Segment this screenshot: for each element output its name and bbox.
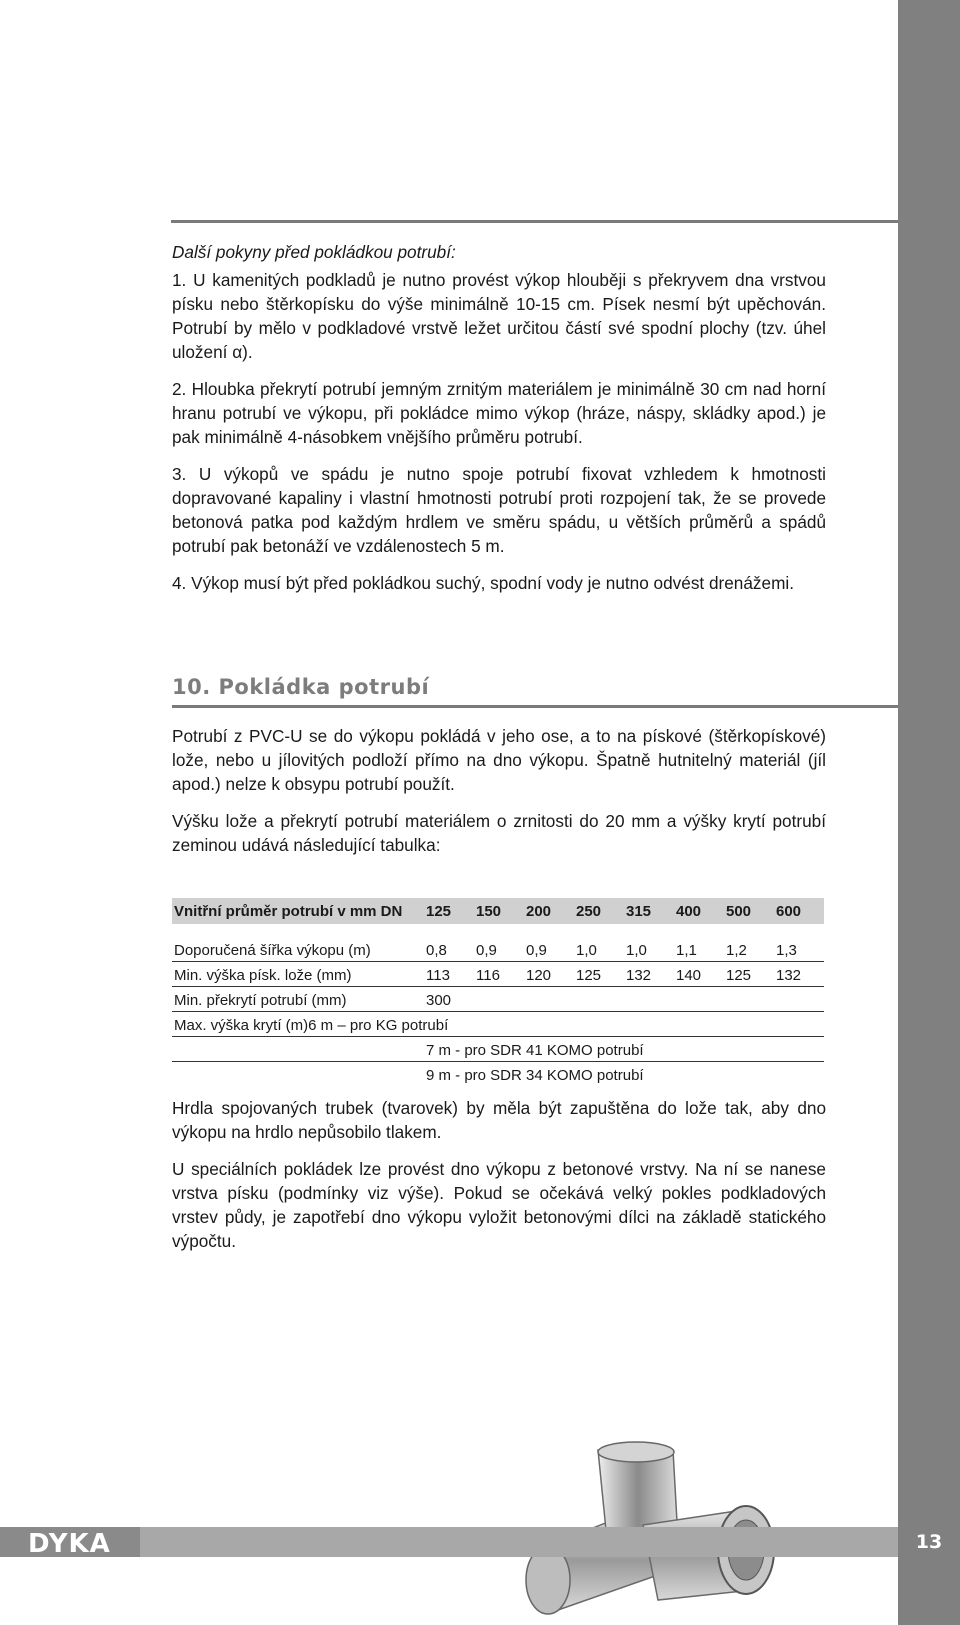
list-item-number: 2.: [172, 379, 187, 399]
table-row: [172, 961, 824, 986]
list-item: [172, 571, 826, 595]
table-header-cell: 250: [574, 898, 624, 924]
paragraph: U speciálních pokládek lze provést dno výkopu z betonové vrstvy. Na ní se nanese vrstva písku (podmínky viz výše). Pokud se očekává velký pokles podkladových vrstev půdy, je zapotřebí dno výkopu vyložit betonovými dílci na základě statického výpočtu.: [172, 1159, 826, 1251]
table-cell: 120: [524, 961, 574, 986]
table-cell: 1,0: [574, 936, 624, 961]
table-cell: [474, 986, 824, 1011]
table-cell: 132: [624, 961, 674, 986]
instruction-list: [172, 268, 826, 595]
table-cell: 1,2: [724, 936, 774, 961]
table-cell: Min. výška písk. lože (mm): [172, 961, 424, 986]
list-item-number: 1.: [172, 270, 187, 290]
table-cell: 0,8: [424, 936, 474, 961]
table-header-cell: 500: [724, 898, 774, 924]
list-item: [172, 268, 826, 364]
pipe-spec-table: [172, 898, 824, 1086]
table-header-cell: 315: [624, 898, 674, 924]
table-cell: 116: [474, 961, 524, 986]
table-header-cell: 600: [774, 898, 824, 924]
list-item-text: U výkopů ve spádu je nutno spoje potrubí fixovat vzhledem k hmotnosti dopravované kapaliny i vlastní hmotnosti potrubí proti rozpojení tak, že se provede betonová patka pod každým hrdlem ve směru spádu, u větších průměrů a spádů potrubí pak betonáží ve vzdálenostech 5 m.: [172, 464, 826, 556]
list-item-number: 4.: [172, 573, 187, 593]
section-intro-paragraphs: [172, 724, 826, 870]
section-header: [172, 675, 898, 708]
table-header-cell: 200: [524, 898, 574, 924]
list-item: [172, 462, 826, 558]
paragraph: Potrubí z PVC-U se do výkopu pokládá v jeho ose, a to na pískové (štěrkopískové) lože, nebo u jílovitých podloží přímo na dno výkopu. Špatně hutnitelný materiál (jíl apod.) nelze k obsypu potrubí použít.: [172, 726, 826, 794]
list-item-text: Hloubka překrytí potrubí jemným zrnitým materiálem je minimálně 30 cm nad horní hranu potrubí ve výkopu, při pokládce mimo výkop (hráze, náspy, skládky apod.) je pak minimálně 4-násobkem vnějšího průměru potrubí.: [172, 379, 826, 447]
table-row: [172, 1011, 824, 1036]
table-cell: Doporučená šířka výkopu (m): [172, 936, 424, 961]
table-cell: Max. výška krytí (m)6 m – pro KG potrubí: [172, 1011, 824, 1036]
paragraph: Hrdla spojovaných trubek (tvarovek) by měla být zapuštěna do lože tak, aby dno výkopu na hrdlo nepůsobilo tlakem.: [172, 1098, 826, 1142]
table-cell: 1,3: [774, 936, 824, 961]
intro-heading: Další pokyny před pokládkou potrubí:: [172, 242, 456, 262]
dyka-logo: DYKA: [28, 1529, 111, 1559]
page-sidebar-strip: [898, 0, 960, 1625]
table-header-cell: Vnitřní průměr potrubí v mm DN: [172, 898, 424, 924]
table-cell: 132: [774, 961, 824, 986]
table-header-cell: 125: [424, 898, 474, 924]
instructions-block: [172, 240, 826, 608]
table-cell: 125: [574, 961, 624, 986]
table-cell: 125: [724, 961, 774, 986]
top-rule: [171, 220, 898, 223]
table-cell: 113: [424, 961, 474, 986]
table-row: [172, 936, 824, 961]
page-number: 13: [915, 1531, 943, 1553]
paragraph: Výšku lože a překrytí potrubí materiálem o zrnitosti do 20 mm a výšky krytí potrubí zeminou udává následující tabulka:: [172, 811, 826, 855]
table-row: [172, 1036, 824, 1061]
table-spacer: [172, 924, 824, 936]
table-cell: 140: [674, 961, 724, 986]
table-cell: Min. překrytí potrubí (mm): [172, 986, 424, 1011]
table-header-row: [172, 898, 824, 924]
list-item-number: 3.: [172, 464, 187, 484]
table-cell: [172, 1036, 424, 1061]
table-cell: [172, 1061, 424, 1086]
table-cell: 7 m - pro SDR 41 KOMO potrubí: [424, 1036, 824, 1061]
table-cell: 0,9: [474, 936, 524, 961]
table-cell: 1,1: [674, 936, 724, 961]
list-item: [172, 377, 826, 449]
list-item-text: U kamenitých podkladů je nutno provést výkop hlouběji s překryvem dna vrstvou písku nebo štěrkopísku do výše minimálně 10-15 cm. Písek nesmí být upěchován. Potrubí by mělo v podkladové vrstvě ležet určitou částí své spodní plochy (tzv. úhel uložení α).: [172, 270, 826, 362]
section-rule: [172, 705, 898, 708]
table-cell: 0,9: [524, 936, 574, 961]
table-cell: 1,0: [624, 936, 674, 961]
footer-middle-block: [140, 1527, 898, 1557]
table-row: [172, 1061, 824, 1086]
table-header-cell: 400: [674, 898, 724, 924]
table-cell: 300: [424, 986, 474, 1011]
list-item-text: Výkop musí být před pokládkou suchý, spodní vody je nutno odvést drenážemi.: [191, 573, 794, 593]
footer-band: [0, 1527, 960, 1557]
closing-paragraphs: [172, 1096, 826, 1266]
table-header-cell: 150: [474, 898, 524, 924]
table-cell: 9 m - pro SDR 34 KOMO potrubí: [426, 1067, 644, 1084]
section-title: 10. Pokládka potrubí: [172, 675, 430, 699]
table-row: [172, 986, 824, 1011]
